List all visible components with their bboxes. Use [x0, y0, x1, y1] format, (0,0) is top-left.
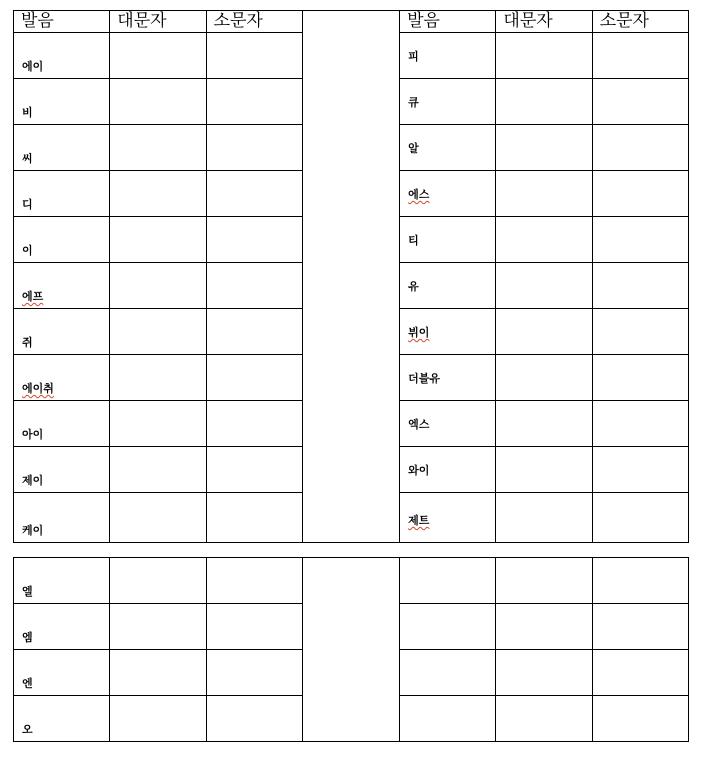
lowercase-answer-cell[interactable] — [592, 401, 688, 447]
uppercase-answer-cell[interactable] — [110, 171, 206, 217]
pronunciation-text: 이 — [22, 244, 33, 257]
lowercase-answer-cell[interactable] — [592, 263, 688, 309]
header-pronunciation-left: 발음 — [14, 11, 110, 33]
pronunciation-text: 엔 — [22, 677, 33, 690]
lowercase-answer-cell[interactable] — [592, 696, 688, 742]
uppercase-answer-cell[interactable] — [110, 125, 206, 171]
uppercase-answer-cell[interactable] — [496, 33, 592, 79]
lowercase-answer-cell[interactable] — [206, 125, 302, 171]
uppercase-answer-cell[interactable] — [496, 79, 592, 125]
pronunciation-text: 엠 — [22, 631, 33, 644]
pronunciation-cell-left — [14, 401, 110, 447]
pronunciation-cell-right — [400, 309, 496, 355]
pronunciation-text: 제트 — [408, 514, 430, 527]
pronunciation-cell-left — [14, 309, 110, 355]
lowercase-answer-cell[interactable] — [206, 696, 302, 742]
pronunciation-text: 유 — [408, 280, 419, 293]
lowercase-answer-cell[interactable] — [592, 558, 688, 604]
middle-gap-column — [302, 11, 399, 543]
uppercase-answer-cell[interactable] — [496, 604, 592, 650]
pronunciation-cell-left — [14, 217, 110, 263]
pronunciation-text: 오 — [22, 723, 33, 736]
pronunciation-cell-right — [400, 171, 496, 217]
pronunciation-cell-right — [400, 125, 496, 171]
empty-pronunciation-cell[interactable] — [400, 696, 496, 742]
uppercase-answer-cell[interactable] — [110, 355, 206, 401]
uppercase-answer-cell[interactable] — [496, 125, 592, 171]
uppercase-answer-cell[interactable] — [110, 217, 206, 263]
pronunciation-cell-right — [400, 355, 496, 401]
lowercase-answer-cell[interactable] — [592, 125, 688, 171]
uppercase-answer-cell[interactable] — [110, 447, 206, 493]
uppercase-answer-cell[interactable] — [110, 401, 206, 447]
pronunciation-text: 엘 — [22, 585, 33, 598]
lowercase-answer-cell[interactable] — [592, 33, 688, 79]
lowercase-answer-cell[interactable] — [206, 493, 302, 543]
header-uppercase-right: 대문자 — [496, 11, 592, 33]
pronunciation-cell-right — [400, 447, 496, 493]
pronunciation-text: 와이 — [408, 464, 430, 477]
header-lowercase-left: 소문자 — [206, 11, 302, 33]
uppercase-answer-cell[interactable] — [496, 696, 592, 742]
lowercase-answer-cell[interactable] — [206, 355, 302, 401]
uppercase-answer-cell[interactable] — [110, 650, 206, 696]
pronunciation-text: 에이 — [22, 60, 44, 73]
lowercase-answer-cell[interactable] — [592, 217, 688, 263]
uppercase-answer-cell[interactable] — [110, 604, 206, 650]
uppercase-answer-cell[interactable] — [496, 355, 592, 401]
lowercase-answer-cell[interactable] — [206, 447, 302, 493]
lowercase-answer-cell[interactable] — [206, 171, 302, 217]
pronunciation-cell-left — [14, 171, 110, 217]
pronunciation-text: 큐 — [408, 96, 419, 109]
header-pronunciation-right: 발음 — [400, 11, 496, 33]
pronunciation-cell-left — [14, 355, 110, 401]
uppercase-answer-cell[interactable] — [496, 263, 592, 309]
header-uppercase-left: 대문자 — [110, 11, 206, 33]
empty-pronunciation-cell[interactable] — [400, 650, 496, 696]
pronunciation-cell-left — [14, 33, 110, 79]
empty-pronunciation-cell[interactable] — [400, 604, 496, 650]
middle-gap-column — [302, 558, 399, 742]
pronunciation-cell-right — [400, 401, 496, 447]
pronunciation-cell-right — [400, 493, 496, 543]
lowercase-answer-cell[interactable] — [206, 604, 302, 650]
pronunciation-text: 아이 — [22, 428, 44, 441]
lowercase-answer-cell[interactable] — [206, 79, 302, 125]
pronunciation-text: 뷔이 — [408, 326, 430, 339]
alphabet-table-bottom — [13, 557, 689, 742]
uppercase-answer-cell[interactable] — [110, 33, 206, 79]
pronunciation-text: 디 — [22, 198, 33, 211]
pronunciation-text: 에프 — [22, 290, 44, 303]
header-row — [14, 11, 689, 33]
uppercase-answer-cell[interactable] — [110, 558, 206, 604]
pronunciation-text: 알 — [408, 142, 419, 155]
pronunciation-text: 더블유 — [408, 372, 441, 385]
lowercase-answer-cell[interactable] — [592, 493, 688, 543]
uppercase-answer-cell[interactable] — [110, 696, 206, 742]
pronunciation-text: 에스 — [408, 188, 430, 201]
empty-pronunciation-cell[interactable] — [400, 558, 496, 604]
lowercase-answer-cell[interactable] — [206, 401, 302, 447]
pronunciation-text: 제이 — [22, 474, 44, 487]
lowercase-answer-cell[interactable] — [206, 33, 302, 79]
pronunciation-text: 케이 — [22, 524, 44, 537]
lowercase-answer-cell[interactable] — [206, 650, 302, 696]
pronunciation-cell-right — [400, 217, 496, 263]
uppercase-answer-cell[interactable] — [496, 217, 592, 263]
pronunciation-text: 씨 — [22, 152, 33, 165]
uppercase-answer-cell[interactable] — [496, 447, 592, 493]
uppercase-answer-cell[interactable] — [496, 309, 592, 355]
pronunciation-cell-left — [14, 558, 110, 604]
uppercase-answer-cell[interactable] — [110, 79, 206, 125]
uppercase-answer-cell[interactable] — [110, 263, 206, 309]
pronunciation-cell-left — [14, 696, 110, 742]
uppercase-answer-cell[interactable] — [496, 650, 592, 696]
lowercase-answer-cell[interactable] — [206, 309, 302, 355]
lowercase-answer-cell[interactable] — [592, 650, 688, 696]
uppercase-answer-cell[interactable] — [496, 171, 592, 217]
pronunciation-text: 에이취 — [22, 382, 54, 395]
pronunciation-cell-left — [14, 79, 110, 125]
lowercase-answer-cell[interactable] — [592, 79, 688, 125]
pronunciation-text: 엑스 — [408, 418, 430, 431]
pronunciation-cell-left — [14, 604, 110, 650]
lowercase-answer-cell[interactable] — [206, 558, 302, 604]
lowercase-answer-cell[interactable] — [592, 604, 688, 650]
lowercase-answer-cell[interactable] — [206, 263, 302, 309]
pronunciation-text: 티 — [408, 234, 419, 247]
uppercase-answer-cell[interactable] — [496, 401, 592, 447]
pronunciation-cell-left — [14, 263, 110, 309]
lowercase-answer-cell[interactable] — [592, 309, 688, 355]
pronunciation-cell-left — [14, 650, 110, 696]
pronunciation-cell-right — [400, 79, 496, 125]
alphabet-table-top — [13, 10, 689, 543]
lowercase-answer-cell[interactable] — [592, 355, 688, 401]
pronunciation-text: 피 — [408, 50, 419, 63]
uppercase-answer-cell[interactable] — [110, 493, 206, 543]
pronunciation-cell-right — [400, 33, 496, 79]
lowercase-answer-cell[interactable] — [592, 447, 688, 493]
pronunciation-cell-left — [14, 447, 110, 493]
lowercase-answer-cell[interactable] — [592, 171, 688, 217]
uppercase-answer-cell[interactable] — [496, 493, 592, 543]
pronunciation-cell-left — [14, 125, 110, 171]
pronunciation-cell-left — [14, 493, 110, 543]
pronunciation-cell-right — [400, 263, 496, 309]
uppercase-answer-cell[interactable] — [110, 309, 206, 355]
uppercase-answer-cell[interactable] — [496, 558, 592, 604]
pronunciation-text: 비 — [22, 106, 33, 119]
header-lowercase-right: 소문자 — [592, 11, 688, 33]
lowercase-answer-cell[interactable] — [206, 217, 302, 263]
pronunciation-text: 쥐 — [22, 336, 33, 349]
table-row — [14, 558, 689, 604]
